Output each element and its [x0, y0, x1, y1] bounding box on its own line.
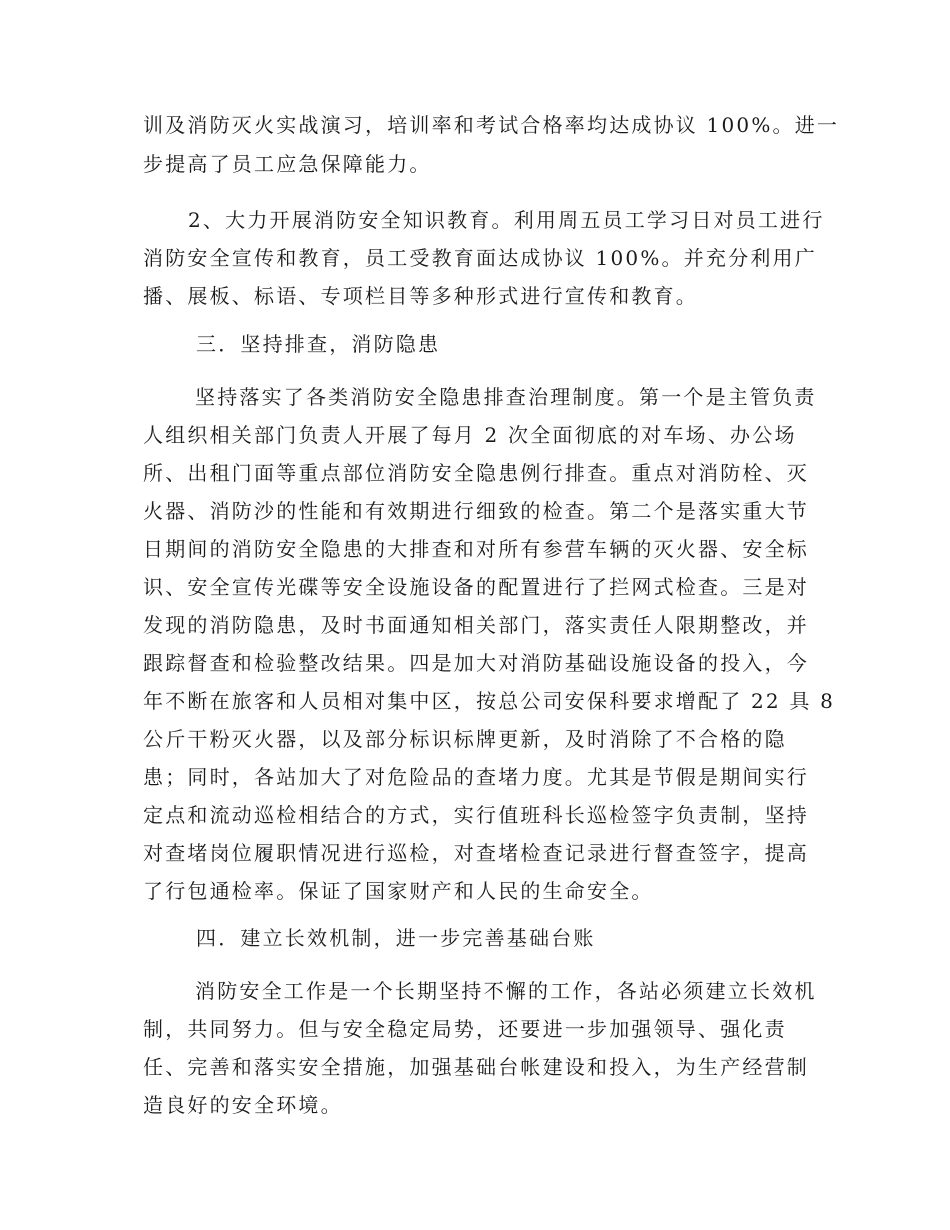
paragraph-3-line: 坚持落实了各类消防安全隐患排查治理制度。第一个是主管负责: [195, 385, 817, 409]
text-line: 步提高了员工应急保障能力。: [143, 152, 432, 176]
text-line: 患；同时，各站加大了对危险品的查堵力度。尤其是节假是期间实行: [143, 765, 809, 789]
paragraph-2-line: 2、大力开展消防安全知识教育。利用周五员工学习日对员工进行: [188, 208, 825, 232]
text-line: 对查堵岗位履职情况进行巡检，对查堵检查记录进行督查签字，提高: [143, 841, 809, 865]
text-line: 公斤干粉灭火器，以及部分标识标牌更新，及时消除了不合格的隐: [143, 727, 787, 751]
text-line: 火器、消防沙的性能和有效期进行细致的检查。第二个是落实重大节: [143, 499, 809, 523]
text-line: 跟踪督查和检验整改结果。四是加大对消防基础设施设备的投入，今: [143, 651, 809, 675]
text-line: 任、完善和落实安全措施，加强基础台帐建设和投入，为生产经营制: [143, 1055, 809, 1079]
text-line: 训及消防灭火实战演习，培训率和考试合格率均达成协议 100%。进一: [143, 113, 840, 137]
section-heading-4: 四．建立长效机制，进一步完善基础台账: [196, 926, 596, 950]
text-line: 年不断在旅客和人员相对集中区，按总公司安保科要求增配了 22 具 8: [143, 689, 836, 713]
text-line: 造良好的安全环境。: [143, 1093, 343, 1117]
text-line: 制，共同努力。但与安全稳定局势，还要进一步加强领导、强化责: [143, 1017, 787, 1041]
text-line: 发现的消防隐患，及时书面通知相关部门，落实责任人限期整改，并: [143, 613, 809, 637]
text-line: 了行包通检率。保证了国家财产和人民的生命安全。: [143, 879, 654, 903]
text-line: 播、展板、标语、专项栏目等多种形式进行宣传和教育。: [143, 284, 698, 308]
text-line: 定点和流动巡检相结合的方式，实行值班科长巡检签字负责制，坚持: [143, 803, 809, 827]
text-line: 日期间的消防安全隐患的大排查和对所有参营车辆的灭火器、安全标: [143, 537, 809, 561]
section-heading-3: 三．坚持排查，消防隐患: [196, 332, 441, 356]
text-line: 所、出租门面等重点部位消防安全隐患例行排查。重点对消防栓、灭: [143, 461, 809, 485]
text-line: 识、安全宣传光碟等安全设施设备的配置进行了拦网式检查。三是对: [143, 575, 809, 599]
paragraph-4-line: 消防安全工作是一个长期坚持不懈的工作，各站必须建立长效机: [195, 979, 817, 1003]
text-line: 消防安全宣传和教育，员工受教育面达成协议 100%。并充分利用广: [143, 246, 817, 270]
text-line: 人组织相关部门负责人开展了每月 2 次全面彻底的对车场、办公场: [143, 423, 797, 447]
